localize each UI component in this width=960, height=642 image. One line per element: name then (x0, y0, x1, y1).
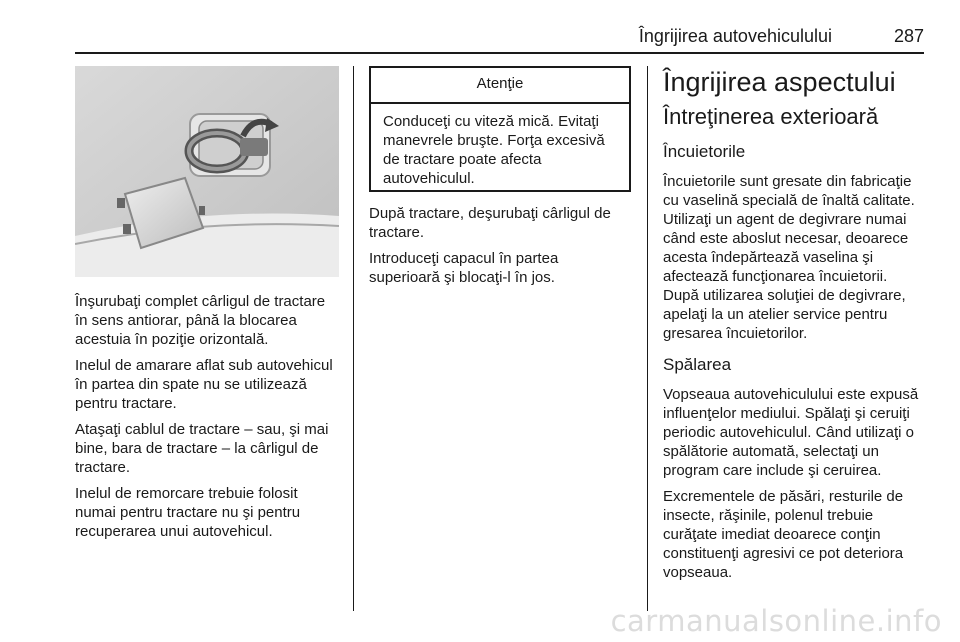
topic-title: Încuietorile (663, 142, 746, 161)
warning-text: Conduceţi cu viteză mică. Evitaţi manevrele bruşte. Forţa excesivă de tractare poate afecta autovehiculul. (383, 113, 605, 187)
paragraph: Inelul de amarare aflat sub autovehicul în partea din spate nu se utilizează pentru tractare. (75, 357, 333, 412)
middle-column (369, 204, 633, 294)
header-rule (75, 52, 924, 54)
left-column (75, 292, 341, 548)
paragraph: Excrementele de păsări, resturile de insecte, răşinile, polenul trebuie curăţate imediat deoarece conţin constituenţi agresivi ce pot deteriora vopseaua. (663, 488, 904, 581)
warning-title: Atenţie (371, 68, 629, 104)
subsection-heading: Întreţinerea exterioară (663, 104, 879, 129)
page-header (75, 26, 924, 48)
paragraph: Înşurubaţi complet cârligul de tractare în sens antiorar, până la blocarea acestuia în poziţie orizontală. (75, 293, 326, 348)
paragraph: Încuietorile sunt gresate din fabricaţie cu vaselină specială de înaltă calitate. Utilizaţi un agent de degivrare numai când este aboslut necesar, deoarece acesta îndepărtează vaselina şi afectează funcţionarea încuietorii. După utilizarea soluţiei de degivrare, apelaţi la un atelier service pentru gresarea încuietorilor. (663, 173, 915, 342)
tow-hook-illustration (75, 66, 339, 277)
warning-box (369, 66, 631, 192)
right-column (663, 142, 925, 589)
page-number: 287 (893, 26, 924, 46)
header-title: Îngrijirea autovehiculului (638, 26, 832, 46)
column-divider-left (353, 66, 354, 611)
topic-title: Spălarea (663, 355, 732, 374)
column-divider-right (647, 66, 648, 611)
section-heading: Îngrijirea aspectului (663, 67, 896, 97)
paragraph: Inelul de remorcare trebuie folosit numai pentru tractare nu şi pentru recuperarea unui autovehicul. (75, 485, 301, 540)
paragraph: Ataşaţi cablul de tractare – sau, şi mai bine, bara de tractare – la cârligul de tractare. (75, 421, 329, 476)
paragraph: Vopseaua autovehiculului este expusă influenţelor mediului. Spălaţi şi ceruiţi periodic autovehiculul. Când utilizaţi o spălătorie automată, selectaţi un program care include şi ceruirea. (663, 386, 919, 479)
watermark: carmanualsonline.info (610, 604, 942, 638)
paragraph: Introduceţi capacul în partea superioară şi blocaţi-l în jos. (369, 250, 559, 286)
paragraph: După tractare, deşurubaţi cârligul de tractare. (369, 205, 611, 241)
